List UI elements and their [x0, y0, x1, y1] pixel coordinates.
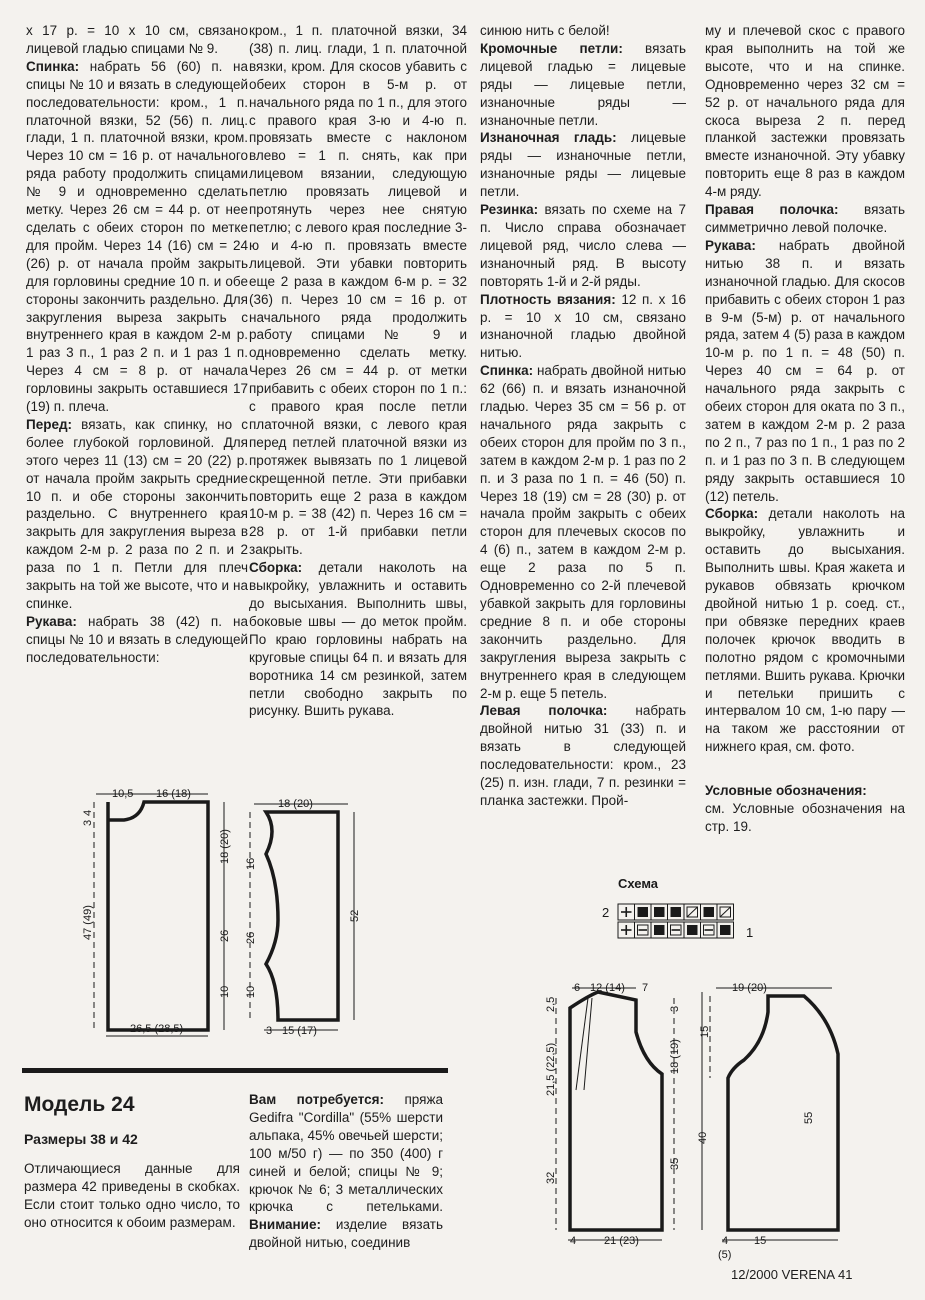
paragraph-heading: Плотность вязания: [480, 291, 616, 307]
paragraph-text: 12 п. х 16 р. = 10 х 10 см, связано изнаночной гладью двойной нитью. [480, 291, 686, 361]
paragraph [480, 22, 686, 40]
dim-sleeve-bottom-left: 4 [722, 1235, 729, 1247]
dim-top-left: 6 [574, 982, 581, 994]
paragraph-heading: Перед: [26, 416, 73, 432]
legend-note [705, 782, 905, 836]
dim-body-neck: 3 [82, 819, 94, 826]
legend-heading: Условные обозначения: [705, 783, 867, 799]
paragraph-text: детали наколоть на выкройку, увлажнить и оставить до высыхания. Выполнить швы. Края жакета и рукавов обвязать крючком двойной нитью 1 р. соед. ст., при обвязке передних краев полочек крючок вводить в полотно рядом с кромочными петлями. Вшить рукава. Крючки и петельки пришить с интервалом 10 см, 1-ю пару — на таком же расстоянии от нижнего края, см. фото. [705, 506, 905, 755]
paragraph [480, 702, 686, 809]
dim-sleeve-length: 52 [349, 909, 361, 922]
scheme-cell-fill [651, 904, 668, 920]
column-4 [705, 22, 905, 836]
scheme-cell-diag [717, 904, 734, 920]
paragraph-text: вязать, как спинку, но с более глубокой горловиной. Для этого через 11 (13) см = 20 (22) р. от начала пройм закрыть средние 10 п. и обе стороны закончить раздельно. С внутреннего края закрыть для закругления выреза в каждом 2-м р. 2 раза по 2 п. и 2 раза по 1 п. Петли для плеч закрыть на той же высоте, что и на спинке. [26, 416, 248, 611]
section-divider [22, 1068, 448, 1073]
paragraph-text: набрать двойной нитью 62 (66) п. и вязать изнаночной гладью. Через 35 см = 56 р. от начального ряда закрыть с обеих сторон для пройм по 3 п., затем в каждом 2-м р. 1 раз по 2 п. и 3 раза по 1 п. = 46 (50) п. Через 18 (19) см = 28 (30) р. от начала пройм закрыть с обеих сторон для плечевых скосов по 4 (6) п., затем в каждом 2-м р. еще 2 раза по 5 п. Одновременно со 2-й плечевой убавкой закрыть для горловины средние 8 п. и обе стороны закончить раздельно. Для закругления выреза закрыть с внутреннего края в следующем 2-м р. еще 5 петель. [480, 363, 686, 701]
paragraph [705, 201, 905, 237]
scheme-row-2-label: 2 [602, 905, 610, 920]
scheme-row-1-label: 1 [746, 925, 754, 940]
dim-sleeve-bottom: 15 (17) [282, 1025, 317, 1037]
paragraph-text: му и плечевой скос с правого края выполнить на той же высоте, что и на спинке. Одновременно через 32 см = 52 р. от начального ряда для скоса выреза 2 п. перед планкой застежки провязать вместе изнаночной. Эту убавку повторить еще 8 раз в каждом 4-м ряду. [705, 23, 905, 200]
scheme-cell-fill [684, 922, 701, 938]
paragraph-text: набрать двойной нитью 31 (33) п. и вязать в следующей последовательности: кром., 23 (25) п. изн. глади, 7 п. резинки = планка застежки. Прой- [480, 703, 686, 808]
dim-body-total: 47 (49) [82, 905, 94, 940]
dim-body-width: 26,5 (28,5) [130, 1023, 184, 1035]
dim-top-right: 7 [642, 982, 649, 994]
paragraph-text: вязать симметрично левой полочке. [705, 202, 905, 235]
model-title: Модель 24 [24, 1093, 135, 1116]
scheme-cell-diag [684, 904, 701, 920]
paragraph-heading: Спинка: [480, 363, 534, 379]
paragraph-text: синюю нить с белой! [480, 23, 610, 38]
dim-sleeve-top-seg: 16 [245, 857, 257, 870]
materials-heading: Вам потребуется: [249, 1092, 385, 1107]
dim-sleeve-top: 19 (20) [732, 982, 767, 994]
model-materials [249, 1091, 443, 1252]
paragraph-text: вязать лицевой гладью = лицевые ряды — лицевые петли, изнаночные ряды — изнаночные петли. [480, 40, 686, 128]
paragraph [705, 237, 905, 506]
dim-sleeve-mid: 26 [245, 931, 257, 944]
paragraph-text: х 17 р. = 10 х 10 см, связано лицевой гладью спицами № 9. [26, 23, 248, 56]
paragraph-text: набрать 38 (42) п. на спицы № 10 и вязать в следующей последовательности: [26, 613, 248, 665]
dim-sleeve-top: 18 (20) [278, 798, 313, 810]
dim-body-top-left: 10,5 [112, 788, 134, 800]
dim-body-bottom: 10 [219, 985, 231, 998]
scheme-cell-plus [618, 922, 635, 938]
model-note: Отличающиеся данные для размера 42 приведены в скобках. Если стоит только одно число, то оно относится к обоим размерам. [24, 1161, 240, 1230]
paragraph [26, 58, 248, 416]
dim-width-left: 4 [570, 1235, 577, 1247]
paragraph [480, 129, 686, 201]
dim-body-neck-2: 4 [82, 809, 94, 816]
dim-right-mid: 18 (19) [669, 1039, 681, 1074]
paragraph [26, 613, 248, 667]
scheme-cell-minus [635, 922, 652, 938]
paragraph-heading: Спинка: [26, 58, 80, 74]
dim-left-low: 32 [545, 1171, 557, 1184]
dim-sleeve-edge: 3 [266, 1025, 273, 1037]
dim-top-mid: 12 (14) [590, 982, 625, 994]
dim-sleeve-cap: 15 [699, 1025, 711, 1038]
scheme-cell-fill [635, 904, 652, 920]
paragraph-text: лицевые ряды — изнаночные петли, изнаночные ряды — лицевые петли. [480, 130, 686, 200]
dim-left-top: 2,5 [545, 996, 557, 1012]
scheme-cell-minus [668, 922, 685, 938]
dim-sleeve-bottom-seg: 10 [245, 985, 257, 998]
dim-body-mid: 26 [219, 929, 231, 942]
paragraph [705, 505, 905, 756]
pattern-diagram-1 [78, 784, 378, 1044]
paragraph-heading: Рукава: [705, 237, 756, 253]
scheme-cell-minus [701, 922, 718, 938]
pattern-diagram-2 [532, 978, 842, 1263]
scheme-cell-fill [668, 904, 685, 920]
dim-body-armhole: 18 (20) [219, 829, 231, 864]
paragraph-text: набрать двойной нитью 38 п. и вязать изнаночной гладью. Для скосов прибавить с обеих сторон 1 раз в 9-м (5-м) р. от начального ряда, затем 4 (5) раза в каждом 10-м р. по 1 п. = 48 (50) п. Через 40 см = 64 р. от начального ряда закрыть с обеих сторон для оката по 3 п., затем в каждом 2-м р. 2 раза по 2 п., 7 раз по 1 п., 1 раз по 2 п. и 1 раз по 3 п. В следующем ряду закрыть оставшиеся 10 (12) петель. [705, 237, 905, 504]
column-1 [26, 22, 248, 667]
scheme-cell-fill [651, 922, 668, 938]
materials-text: пряжа Gedifra "Cordilla" (55% шерсти альпака, 45% овечьей шерсти; 100 м/50 г) — по 350 (400) г синей и белой; спицы № 9; крючок № 6; 3 металлических крючка с петельками. [249, 1092, 443, 1215]
scheme-cell-fill [701, 904, 718, 920]
paragraph [480, 40, 686, 130]
paragraph-text: набрать 56 (60) п. на спицы № 10 и вязать в следующей последовательности: кром., 1 п. платочной вязки, 52 (56) п. лиц. глади, 1 п. платочной вязки, кром. Через 10 см = 16 р. от начального ряда работу продолжить спицами № 9 и одновременно сделать метку. Через 26 см = 44 р. от нее сделать с обеих сторон по метке для пройм. Через 14 (16) см = 24 (26) р. от начала пройм закрыть для горловины средние 10 п. и обе стороны закончить раздельно. Для закругления выреза закрыть с внутреннего края в каждом 2-м р. 1 раз 3 п., 1 раз 2 п. и 1 раз 1 п. Через 4 см = 8 р. от начала горловины закрыть оставшиеся 17 (19) п. плеча. [26, 58, 248, 415]
paragraph [480, 291, 686, 363]
paragraph-heading: Резинка: [480, 202, 539, 218]
paragraph-text: кром., 1 п. платочной вязки, 34 (38) п. лиц. глади, 1 п. платочной вязки, кром. Для скосов убавить с обеих сторон в 5-м р. от начального ряда по 1 п., для этого с правого края 3-ю и 4-ю п. провязать вместе с наклоном влево = 1 п. снять, как при лицевом вязании, следующую петлю провязать лицевой и протянуть через нее снятую петлю; с левого края последние 3-ю и 4-ю п. провязать вместе лицевой. Эти убавки повторить еще 2 раза в каждом 6-м р. = 32 (36) п. Через 10 см = 16 р. от начального ряда продолжить работу спицами № 9 и одновременно сделать метку. Через 26 см = 44 р. от метки прибавить с обеих сторон по 1 п.: с правого края после петли платочной вязки, с левого края перед петлей платочной вязки из протяжек вывязать по 1 лицевой скрещенной петле. Эти прибавки повторить еще 2 раза в каждом 10-м р. = 38 (42) п. Через 16 см = 28 р. от 1-й прибавки петли закрыть. [249, 23, 467, 558]
paragraph-heading: Правая полочка: [705, 202, 839, 218]
paragraph-heading: Кромочные петли: [480, 40, 623, 56]
paragraph-heading: Сборка: [249, 560, 303, 576]
paragraph-heading: Изнаночная гладь: [480, 130, 617, 146]
paragraph [480, 362, 686, 702]
paragraph-text: вязать по схеме на 7 п. Число справа обозначает лицевой ряд, число слева — изнаночный ряд. В высоту повторять 1-й и 2-й ряды. [480, 202, 686, 289]
paragraph [249, 22, 467, 559]
paragraph-heading: Левая полочка: [480, 703, 608, 719]
warning-heading: Внимание: [249, 1217, 321, 1233]
model-sizes: Размеры 38 и 42 [24, 1131, 138, 1147]
paragraph [249, 559, 467, 720]
paragraph [705, 22, 905, 201]
dim-sleeve-bottom-small: (5) [718, 1249, 732, 1261]
dim-sleeve-bottom-width: 15 [754, 1235, 767, 1247]
dim-left-mid: 21,5 (22,5) [545, 1042, 557, 1096]
column-2 [249, 22, 467, 720]
dim-right-low: 35 [669, 1157, 681, 1170]
dim-total: 40 [697, 1131, 709, 1144]
paragraph-text: детали наколоть на выкройку, увлажнить и оставить до высыхания. Выполнить швы, боковые швы — до меток пройм. По краю горловины набрать на круговые спицы 64 п. и вязать для воротника 14 см резинкой, затем петли свободно закрыть по рисунку. Вшить рукава. [249, 560, 467, 719]
rib-scheme [596, 874, 766, 944]
dim-width: 21 (23) [604, 1235, 639, 1247]
warning-text: изделие вязать двойной нитью, соединив [249, 1217, 443, 1251]
paragraph-heading: Рукава: [26, 613, 77, 629]
paragraph-heading: Сборка: [705, 506, 759, 522]
scheme-cell-fill [717, 922, 734, 938]
paragraph [480, 201, 686, 291]
scheme-title: Схема [618, 876, 659, 891]
paragraph [26, 416, 248, 613]
page-footer: 12/2000 VERENA 41 [731, 1267, 853, 1282]
dim-right-top: 3 [669, 1005, 681, 1012]
dim-sleeve-length: 55 [803, 1111, 815, 1124]
paragraph [26, 22, 248, 58]
scheme-cell-plus [618, 904, 635, 920]
column-3 [480, 22, 686, 810]
dim-body-top-right: 16 (18) [156, 788, 191, 800]
legend-text: см. Условные обозначения на стр. 19. [705, 801, 905, 834]
